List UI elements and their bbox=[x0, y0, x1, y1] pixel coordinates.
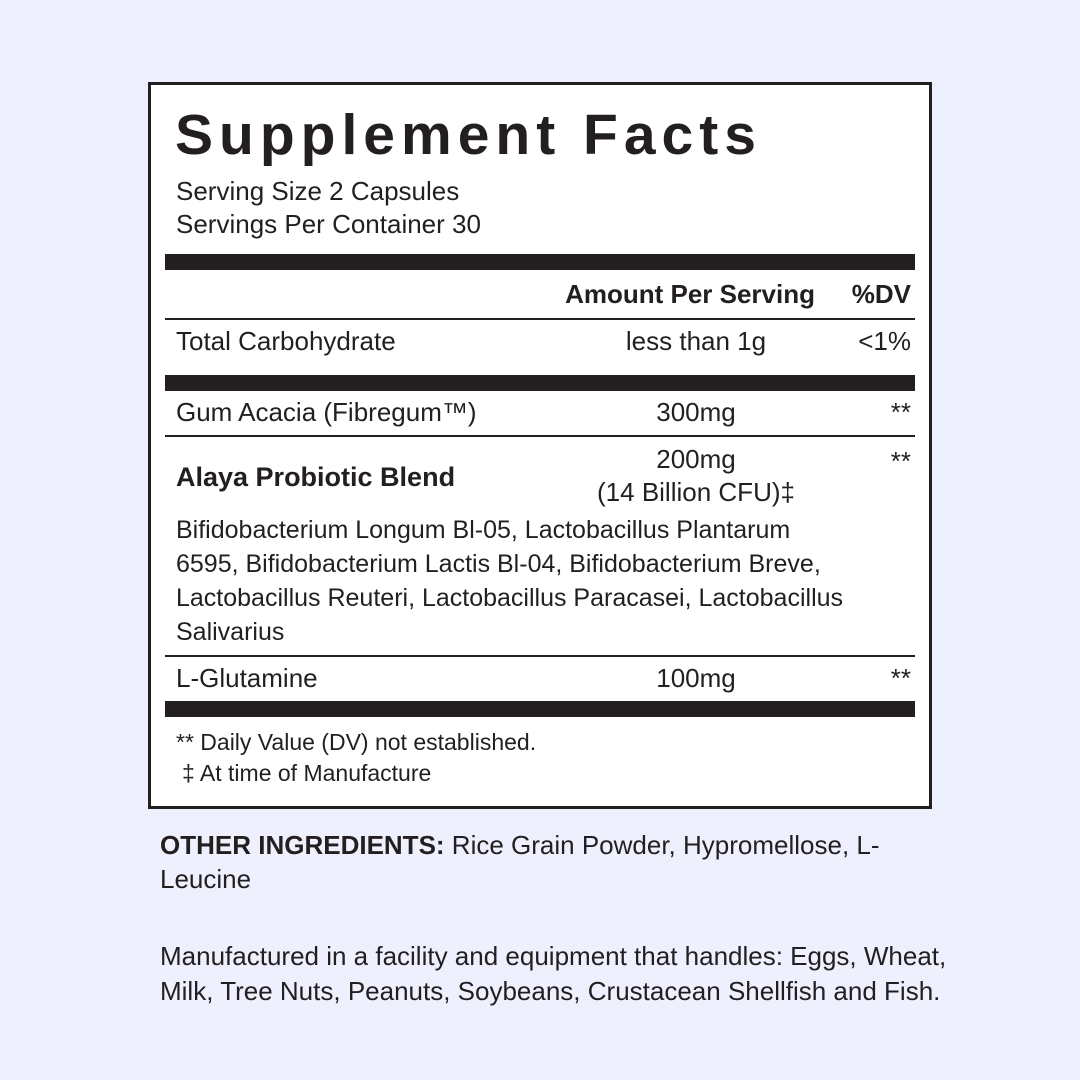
blend-amount bbox=[571, 443, 821, 510]
table-row bbox=[176, 657, 915, 701]
footnote-manufacture: ‡ At time of Manufacture bbox=[182, 760, 432, 787]
table-row bbox=[176, 320, 915, 364]
nutrient-dv: ** bbox=[890, 397, 911, 428]
page-title: Supplement Facts bbox=[175, 103, 762, 167]
other-ingredients-heading: OTHER INGREDIENTS: bbox=[160, 830, 445, 860]
divider-thick-top bbox=[165, 254, 915, 270]
nutrient-amount: 100mg bbox=[656, 663, 736, 694]
servings-per-container-text: Servings Per Container 30 bbox=[176, 209, 481, 240]
nutrient-amount: 300mg bbox=[656, 397, 736, 428]
table-header-row bbox=[176, 270, 915, 318]
table-header-dv: %DV bbox=[851, 279, 911, 310]
blend-amount-cfu: (14 Billion CFU)‡ bbox=[597, 476, 795, 507]
blend-dv: ** bbox=[890, 445, 911, 476]
below-panel-text bbox=[160, 828, 950, 1009]
divider-thick-mid bbox=[165, 375, 915, 391]
nutrient-dv: <1% bbox=[858, 325, 911, 356]
nutrient-amount: less than 1g bbox=[625, 325, 767, 356]
blend-amount-weight: 200mg bbox=[656, 443, 736, 474]
table-row-blend bbox=[176, 437, 915, 512]
nutrient-dv: ** bbox=[890, 663, 911, 694]
footnotes bbox=[176, 727, 915, 790]
other-ingredients bbox=[160, 828, 950, 897]
footnote-daily-value: ** Daily Value (DV) not established. bbox=[176, 728, 537, 755]
serving-size-text: Serving Size 2 Capsules bbox=[176, 175, 460, 206]
blend-name: Alaya Probiotic Blend bbox=[176, 461, 456, 492]
blend-strain-list: Bifidobacterium Longum Bl-05, Lactobacillus Plantarum 6595, Bifidobacterium Lactis Bl-04, Bifidobacterium Breve, Lactobacillus Reuteri, Lactobacillus Paracasei, Lactobacillus Salivarius bbox=[176, 516, 844, 647]
nutrient-name: Gum Acacia (Fibregum™) bbox=[176, 397, 477, 428]
other-ingredients-list: Rice Grain Powder, Hypromellose, L-Leucine bbox=[160, 830, 880, 895]
nutrient-name: Total Carbohydrate bbox=[176, 325, 396, 356]
supplement-facts-panel bbox=[148, 82, 932, 809]
divider-thick-bottom bbox=[165, 701, 915, 717]
nutrient-name: L-Glutamine bbox=[176, 663, 318, 694]
table-row bbox=[176, 391, 915, 435]
table-header-amount: Amount Per Serving bbox=[565, 279, 815, 310]
allergen-statement: Manufactured in a facility and equipment that handles: Eggs, Wheat, Milk, Tree Nuts, Peanuts, Soybeans, Crustacean Shellfish and Fish. bbox=[160, 940, 947, 1006]
